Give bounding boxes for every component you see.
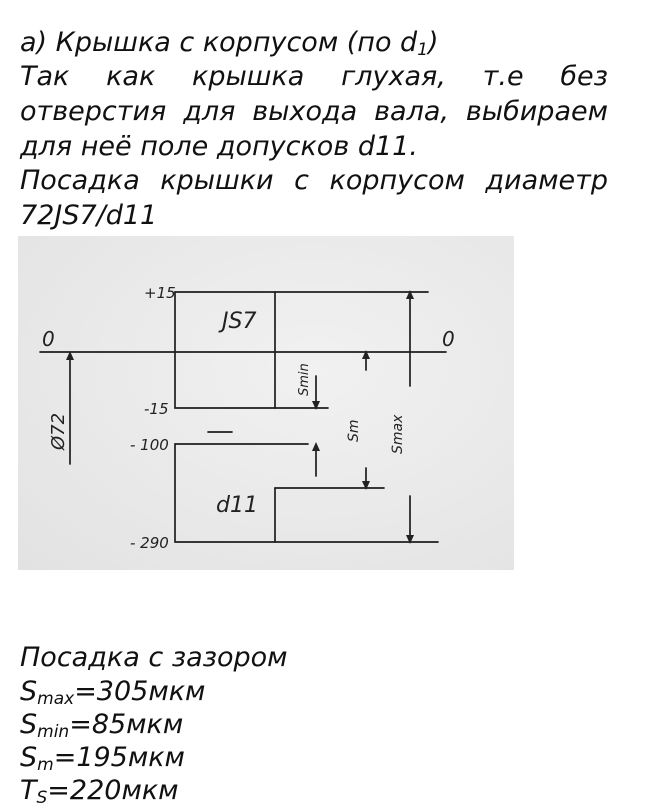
label-js7: JS7 bbox=[222, 309, 257, 334]
label-zero-right: 0 bbox=[442, 327, 455, 351]
result-ts: $T_S=220мкм$ bbox=[20, 775, 179, 808]
label-sm: Sm bbox=[346, 419, 362, 442]
label-smax: Smax bbox=[390, 414, 406, 454]
label-plus15: +15 bbox=[144, 284, 176, 302]
result-sm: $S_m=195мкм$ bbox=[20, 742, 185, 775]
paragraph-line-2: отверстия для выхода вала, выбираем bbox=[20, 96, 608, 127]
tolerance-diagram bbox=[18, 236, 514, 570]
paragraph-line-3: для неё поле допусков d11. bbox=[20, 131, 418, 162]
label-minus290: - 290 bbox=[130, 534, 169, 552]
label-diameter: Ø72 bbox=[48, 412, 69, 450]
result-smin: $S_{min}=85мкм$ bbox=[20, 709, 184, 742]
label-d11: d11 bbox=[216, 493, 258, 518]
label-zero-left: 0 bbox=[42, 327, 55, 351]
paragraph-line-1: Так как крышка глухая, т.е без bbox=[20, 61, 608, 92]
section-heading: а) Крышка с корпусом (по $d_1$) bbox=[20, 27, 439, 60]
paragraph-line-4: Посадка крышки с корпусом диаметр bbox=[20, 165, 608, 196]
label-smin: Smin bbox=[297, 363, 312, 396]
paragraph-line-5: 72JS7/d11 bbox=[20, 200, 158, 231]
d11-field-left-bottom bbox=[175, 444, 438, 542]
result-smax: $S_{max}=305мкм$ bbox=[20, 676, 206, 709]
label-minus15: -15 bbox=[144, 400, 169, 418]
tolerance-diagram-photo bbox=[18, 236, 514, 570]
fit-type-title: Посадка с зазором bbox=[20, 642, 288, 673]
label-minus100: - 100 bbox=[130, 436, 169, 454]
